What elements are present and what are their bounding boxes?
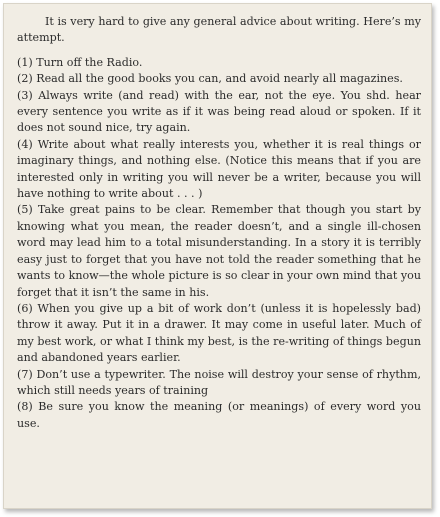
scanned-page xyxy=(3,3,432,509)
advice-item-2: (2) Read all the good books you can, and avoid nearly all magazines. xyxy=(17,72,403,86)
advice-item-7: (7) Don’t use a typewriter. The noise will destroy your sense of rhythm, which still needs years of training xyxy=(17,367,421,397)
intro-paragraph: It is very hard to give any general advice about writing. Here’s my attempt. xyxy=(17,15,421,45)
advice-item-4: (4) Write about what really interests you, whether it is real things or imaginary things, and nothing else. (Notice this means that if you are interested only in writing you will never be a writer, because you will have nothing to write about . . . ) xyxy=(17,137,421,201)
advice-item-3: (3) Always write (and read) with the ear, not the eye. You shd. hear every sentence you write as if it was being read aloud or spoken. If it does not sound nice, try again. xyxy=(17,88,421,135)
advice-item-8: (8) Be sure you know the meaning (or meanings) of every word you use. xyxy=(17,400,421,430)
advice-item-1: (1) Turn off the Radio. xyxy=(17,55,143,69)
advice-item-5: (5) Take great pains to be clear. Remember that though you start by knowing what you mean, the reader doesn’t, and a single ill-chosen word may lead him to a total misunderstanding. In a story it is terribly easy just to forget that you have not told the reader something that he wants to know—the whole picture is so clear in your own mind that you forget that it isn’t the same in his. xyxy=(17,203,421,299)
advice-item-6: (6) When you give up a bit of work don’t (unless it is hopelessly bad) throw it away. Put it in a drawer. It may come in useful later. Much of my best work, or what I think my best, is the re-writing of things begun and abandoned years earlier. xyxy=(17,301,421,365)
writing-advice-text xyxy=(17,14,421,432)
